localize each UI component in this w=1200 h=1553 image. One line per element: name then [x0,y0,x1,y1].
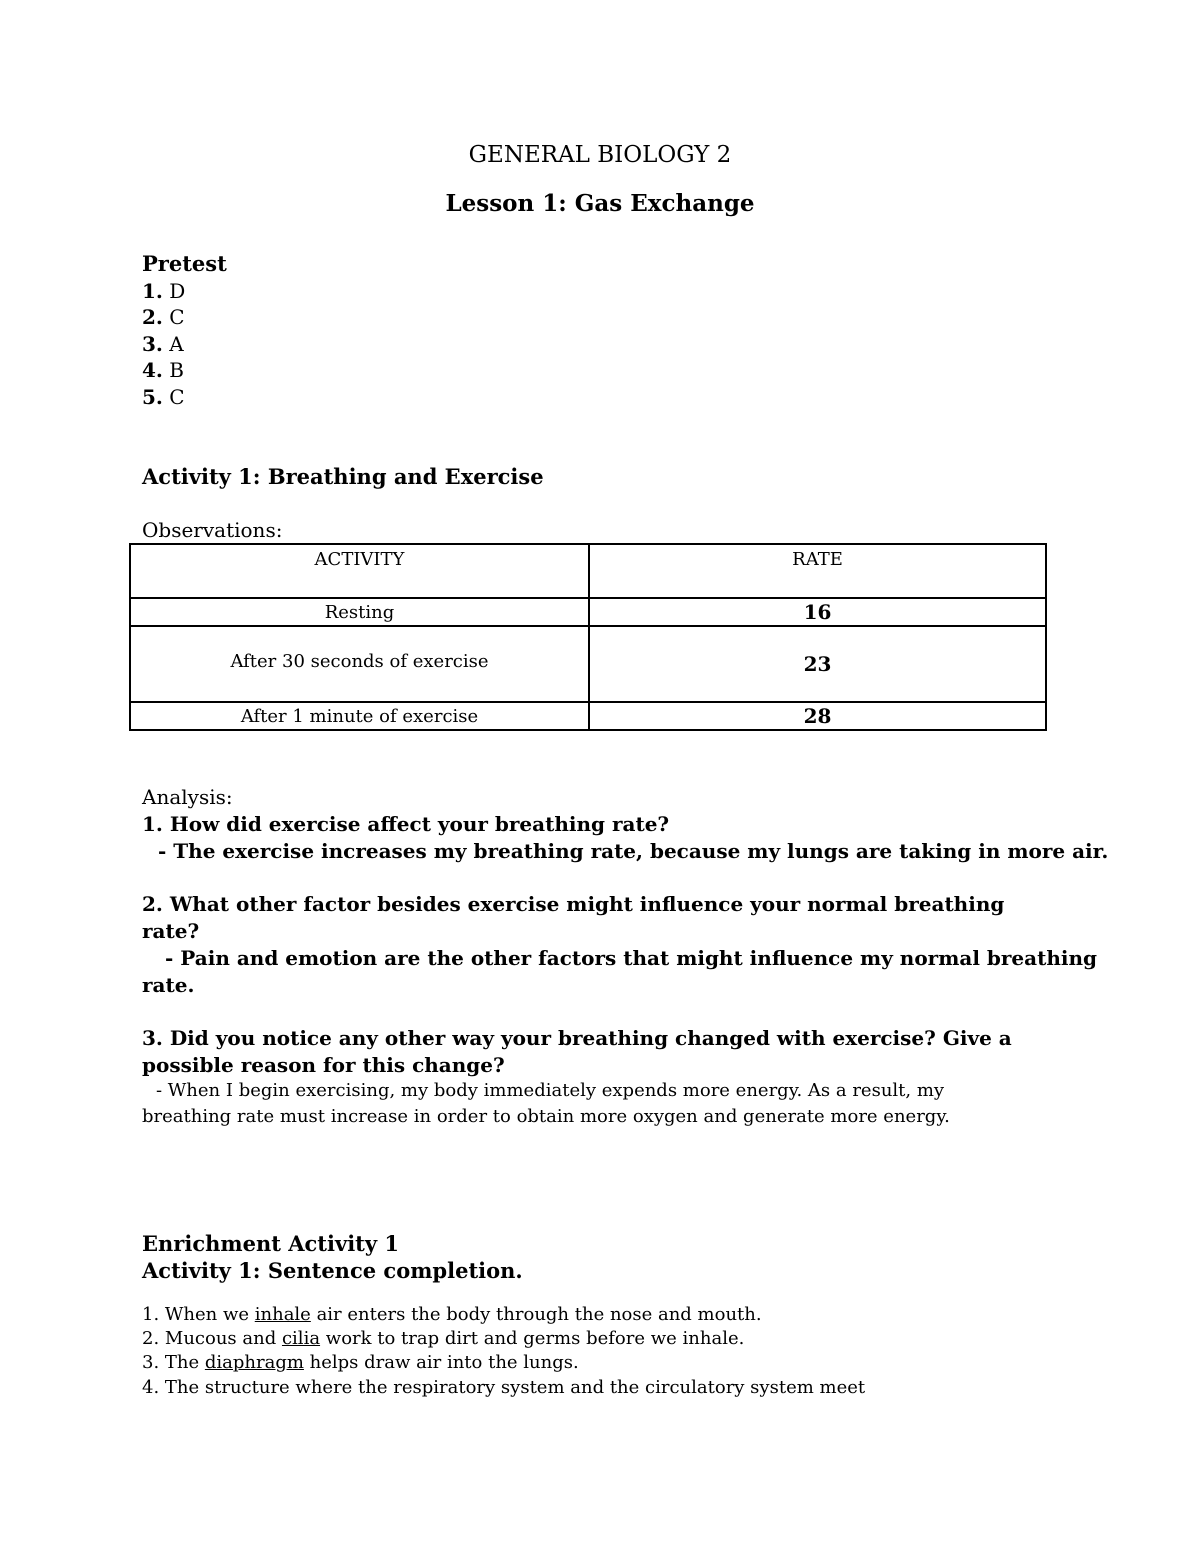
pretest-item-answer: A [169,332,184,356]
sentence-text: work to trap dirt and germs before we inhale. [320,1328,745,1349]
pretest-item [142,305,185,329]
lesson-title: Lesson 1: Gas Exchange [445,190,755,217]
pretest-item [142,279,185,303]
pretest-item [142,358,184,382]
analysis-question-3: 3. Did you notice any other way your breathing changed with exercise? Give a [142,1026,1012,1050]
table-row [130,598,1046,626]
analysis-question-1: 1. How did exercise affect your breathing rate? [142,812,670,836]
pretest-item-answer: D [169,279,186,303]
analysis-answer-2: - Pain and emotion are the other factors that might influence my normal breathing [165,946,1097,970]
activity-cell: Resting [130,598,589,626]
sentence-answer: cilia [281,1328,321,1349]
analysis-answer-3-cont: breathing rate must increase in order to obtain more oxygen and generate more energy. [142,1106,950,1127]
pretest-item-number: 1. [142,279,163,303]
column-header-rate: RATE [589,544,1046,598]
analysis-answer-1: - The exercise increases my breathing rate, because my lungs are taking in more air. [158,839,1109,863]
pretest-item-number: 2. [142,305,163,329]
sentence-text: 2. Mucous and [142,1328,282,1349]
sentence-text: 3. The [142,1352,205,1373]
analysis-question-2: 2. What other factor besides exercise might influence your normal breathing [142,892,1005,916]
analysis-question-3-cont: possible reason for this change? [142,1053,505,1077]
activity-cell: After 1 minute of exercise [130,702,589,730]
analysis-label: Analysis: [142,785,233,809]
sentence-item: 4. The structure where the respiratory system and the circulatory system meet [142,1377,866,1398]
rate-cell: 16 [589,598,1046,626]
pretest-item-number: 5. [142,385,163,409]
sentence-text: air enters the body through the nose and mouth. [310,1304,762,1325]
sentence-item [142,1304,762,1325]
sentence-text: 1. When we [142,1304,255,1325]
pretest-item-number: 4. [142,358,163,382]
observations-table [129,543,1047,731]
sentence-item [142,1328,744,1349]
pretest-item-answer: C [169,305,185,329]
enrichment-heading: Enrichment Activity 1 [142,1231,399,1256]
pretest-heading: Pretest [142,251,227,276]
sentence-completion-heading: Activity 1: Sentence completion. [142,1258,523,1283]
table-row [130,702,1046,730]
analysis-answer-3: - When I begin exercising, my body immediately expends more energy. As a result, my [156,1080,945,1101]
rate-cell: 28 [589,702,1046,730]
sentence-answer: diaphragm [204,1352,304,1373]
activity1-heading: Activity 1: Breathing and Exercise [142,464,544,489]
column-header-activity: ACTIVITY [130,544,589,598]
course-title: GENERAL BIOLOGY 2 [468,142,732,168]
activity-cell: After 30 seconds of exercise [130,626,589,702]
pretest-item-number: 3. [142,332,163,356]
table-header-row [130,544,1046,598]
pretest-item [142,332,184,356]
sentence-item [142,1352,579,1373]
analysis-question-2-cont: rate? [142,919,200,943]
sentence-text: helps draw air into the lungs. [303,1352,579,1373]
pretest-item [142,385,185,409]
table-row [130,626,1046,702]
sentence-answer: inhale [254,1304,311,1325]
analysis-answer-2-cont: rate. [142,973,195,997]
pretest-item-answer: B [169,358,184,382]
observations-label: Observations: [142,518,283,542]
pretest-item-answer: C [169,385,185,409]
rate-cell: 23 [589,626,1046,702]
